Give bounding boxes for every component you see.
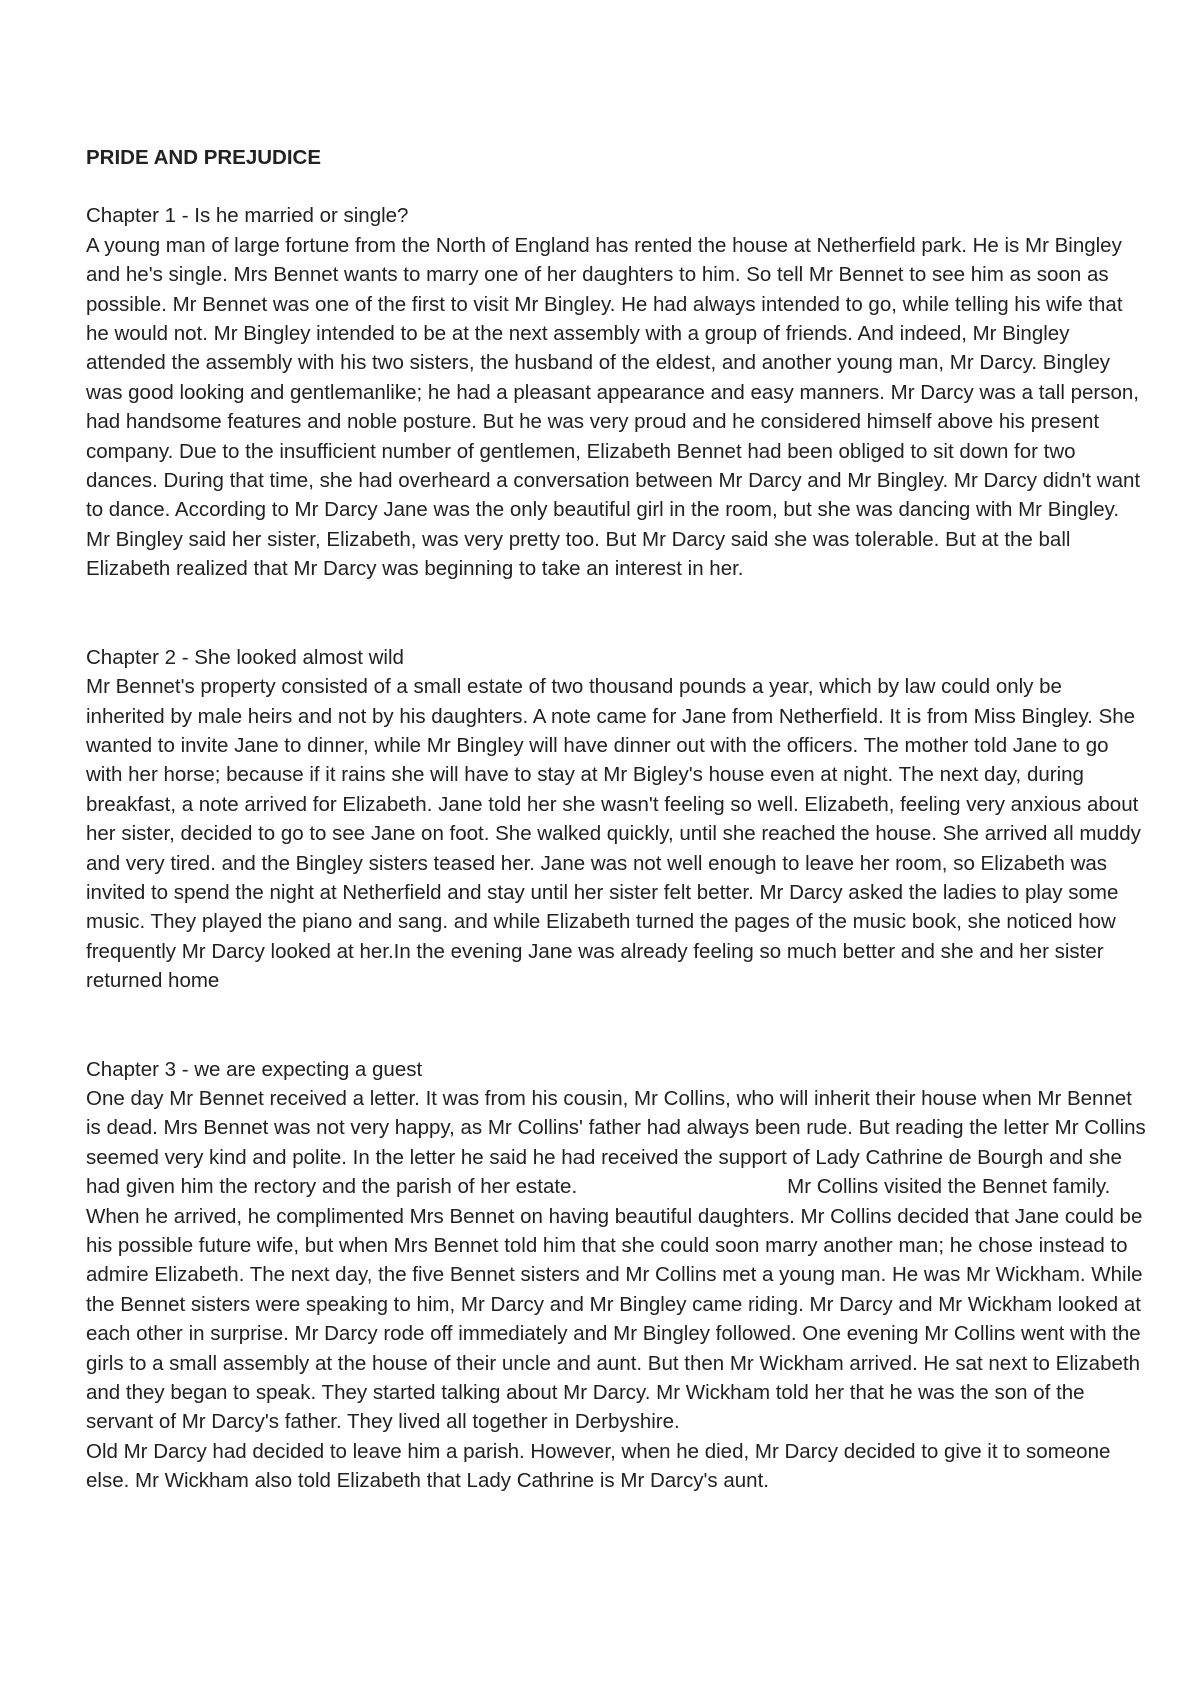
paragraph-spacer [86, 584, 1146, 643]
chapter-body [86, 1084, 1146, 1437]
chapter-body: Old Mr Darcy had decided to leave him a parish. However, when he died, Mr Darcy decided to give it to someone else. Mr Wickham also told Elizabeth that Lady Cathrine is Mr Darcy's aunt. [86, 1439, 1111, 1493]
chapter-3 [86, 1055, 1146, 1496]
document-page [86, 143, 1146, 1496]
chapter-heading: Chapter 1 - Is he married or single? [86, 204, 409, 228]
chapter-body: A young man of large fortune from the North of England has rented the house at Netherfield park. He is Mr Bingley and he's single. Mrs Bennet wants to marry one of her daughters to him. So tell Mr Bennet to see him as soon as possible. Mr Bennet was one of the first to visit Mr Bingley. He had always intended to go, while telling his wife that he would not. Mr Bingley intended to be at the next assembly with a group of friends. And indeed, Mr Bingley attended the assembly with his two sisters, the husband of the eldest, and another young man, Mr Darcy. Bingley was good looking and gentlemanlike; he had a pleasant appearance and easy manners. Mr Darcy was a tall person, had handsome features and noble posture. But he was very proud and he considered himself above his present company. Due to the insufficient number of gentlemen, Elizabeth Bennet had been obliged to sit down for two dances. During that time, she had overheard a conversation between Mr Darcy and Mr Bingley. Mr Darcy didn't want to dance. According to Mr Darcy Jane was the only beautiful girl in the room, but she was dancing with Mr Bingley. Mr Bingley said her sister, Elizabeth, was very pretty too. But Mr Darcy said she was tolerable. But at the ball Elizabeth realized that Mr Darcy was beginning to take an interest in her. [86, 233, 1141, 581]
chapter-2 [86, 643, 1146, 996]
chapter-heading: Chapter 2 - She looked almost wild [86, 645, 404, 669]
chapter-body-part: Mr Collins visited the Bennet family. When he arrived, he complimented Mrs Bennet on having beautiful daughters. Mr Collins decided that Jane could be his possible future wife, but when Mrs Bennet told him that she could soon marry another man; he chose instead to admire Elizabeth. The next day, the five Bennet sisters and Mr Collins met a young man. He was Mr Wickham. While the Bennet sisters were speaking to him, Mr Darcy and Mr Bingley came riding. Mr Darcy and Mr Wickham looked at each other in surprise. Mr Darcy rode off immediately and Mr Bingley followed. One evening Mr Collins went with the girls to a small assembly at the house of their uncle and aunt. But then Mr Wickham arrived. He sat next to Elizabeth and they began to speak. They started talking about Mr Darcy. Mr Wickham told her that he was the son of the servant of Mr Darcy's father. They lived all together in Derbyshire. [86, 1175, 1143, 1434]
chapter-body: Mr Bennet's property consisted of a small estate of two thousand pounds a year, which by law could only be inherited by male heirs and not by his daughters. A note came for Jane from Netherfield. It is from Miss Bingley. She wanted to invite Jane to dinner, while Mr Bingley will have dinner out with the officers. The mother told Jane to go with her horse; because if it rains she will have to stay at Mr Bigley's house even at night. The next day, during breakfast, a note arrived for Elizabeth. Jane told her she wasn't feeling so well. Elizabeth, feeling very anxious about her sister, decided to go to see Jane on foot. She walked quickly, until she reached the house. She arrived all muddy and very tired. and the Bingley sisters teased her. Jane was not well enough to leave her room, so Elizabeth was invited to spend the night at Netherfield and stay until her sister felt better. Mr Darcy asked the ladies to play some music. They played the piano and sang. and while Elizabeth turned the pages of the music book, she noticed how frequently Mr Darcy looked at her.In the evening Jane was already feeling so much better and she and her sister returned home [86, 675, 1141, 993]
paragraph-spacer [86, 996, 1146, 1055]
chapter-body-part: One day Mr Bennet received a letter. It was from his cousin, Mr Collins, who will inherit their house when Mr Bennet is dead. Mrs Bennet was not very happy, as Mr Collins' father had always been rude. But reading the letter Mr Collins seemed very kind and polite. In the letter he said he had received the support of Lady Cathrine de Bourgh and she had given him the rectory and the parish of her estate. [86, 1086, 1146, 1199]
chapter-1 [86, 201, 1146, 583]
chapter-heading: Chapter 3 - we are expecting a guest [86, 1057, 423, 1081]
document-title: PRIDE AND PREJUDICE [86, 146, 322, 169]
